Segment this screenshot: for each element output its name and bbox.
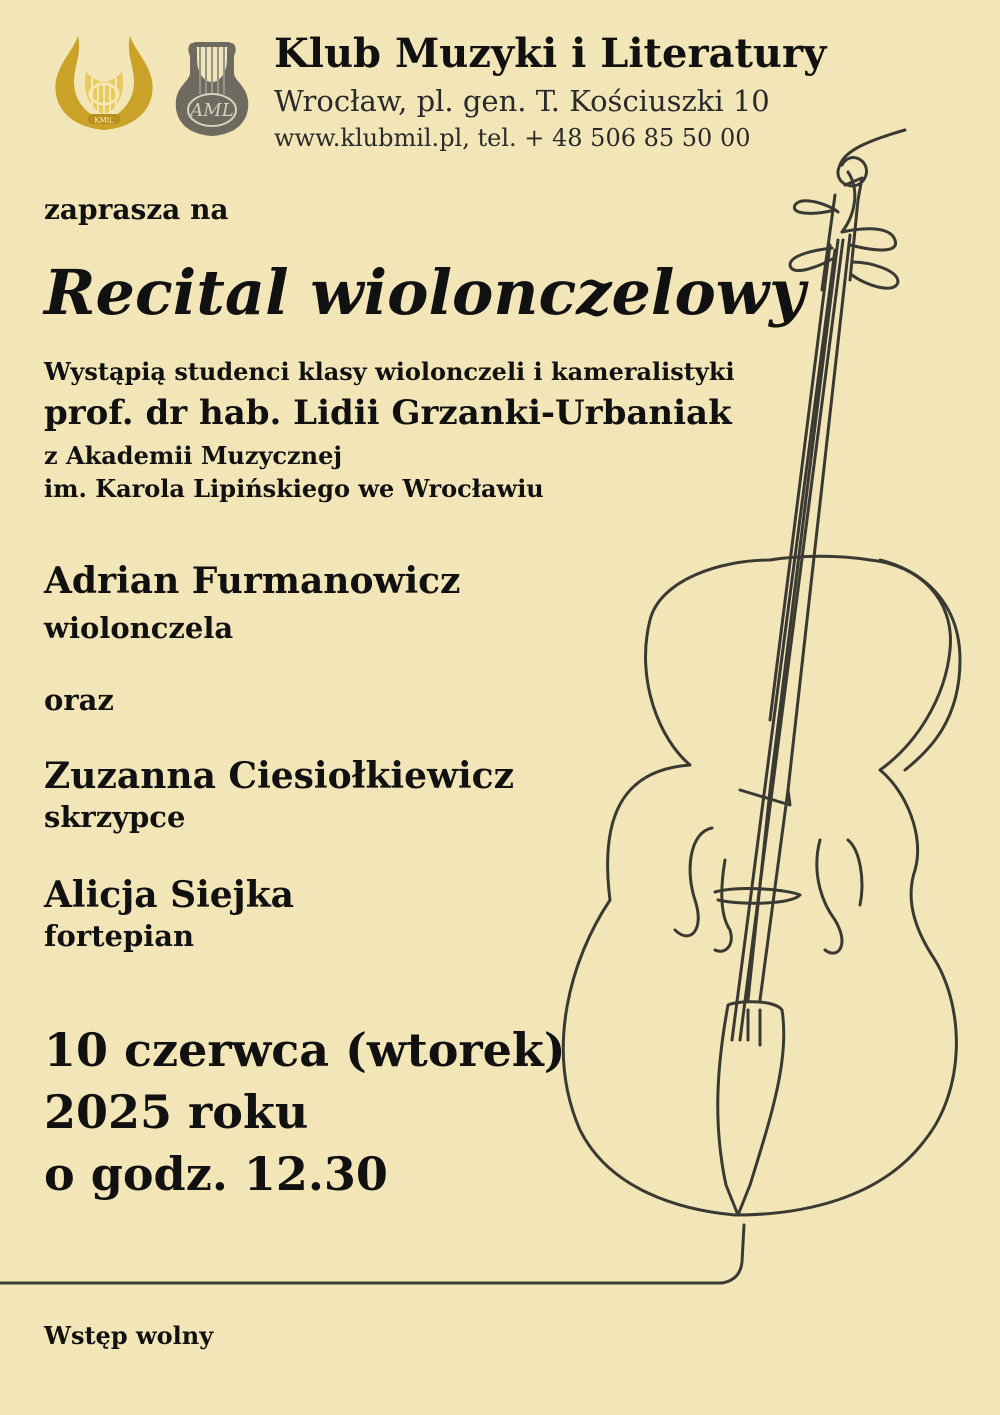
performer-instrument: wiolonczela [44, 611, 234, 645]
academy-line-2: im. Karola Lipińskiego we Wrocławiu [44, 474, 544, 503]
club-name: Klub Muzyki i Literatury [274, 30, 827, 77]
invitation-text: zaprasza na [44, 193, 229, 226]
professor-name: prof. dr hab. Lidii Grzanki-Urbaniak [44, 393, 732, 433]
performer-name: Zuzanna Ciesiołkiewicz [44, 755, 515, 797]
performer-name: Alicja Siejka [44, 874, 294, 916]
gray-lyre-logo-icon [172, 34, 252, 138]
performers-intro: Wystąpią studenci klasy wiolonczeli i kameralistyki [44, 357, 735, 386]
event-date: 10 czerwca (wtorek) [44, 1023, 566, 1077]
performer-instrument: skrzypce [44, 800, 186, 834]
svg-text:KMIL: KMIL [94, 116, 114, 125]
performer-instrument: fortepian [44, 919, 195, 953]
conjunction-text: oraz [44, 683, 114, 717]
club-contact: www.klubmil.pl, tel. + 48 506 85 50 00 [274, 124, 751, 152]
event-title: Recital wiolonczelowy [44, 256, 806, 329]
academy-line-1: z Akademii Muzycznej [44, 441, 343, 470]
performer-name: Adrian Furmanowicz [44, 560, 461, 602]
event-time: o godz. 12.30 [44, 1147, 388, 1201]
gold-lyre-logo-icon [50, 32, 158, 132]
svg-text:AML: AML [190, 100, 234, 121]
admission-note: Wstęp wolny [44, 1321, 214, 1350]
event-year: 2025 roku [44, 1085, 309, 1139]
club-address: Wrocław, pl. gen. T. Kościuszki 10 [274, 84, 770, 118]
